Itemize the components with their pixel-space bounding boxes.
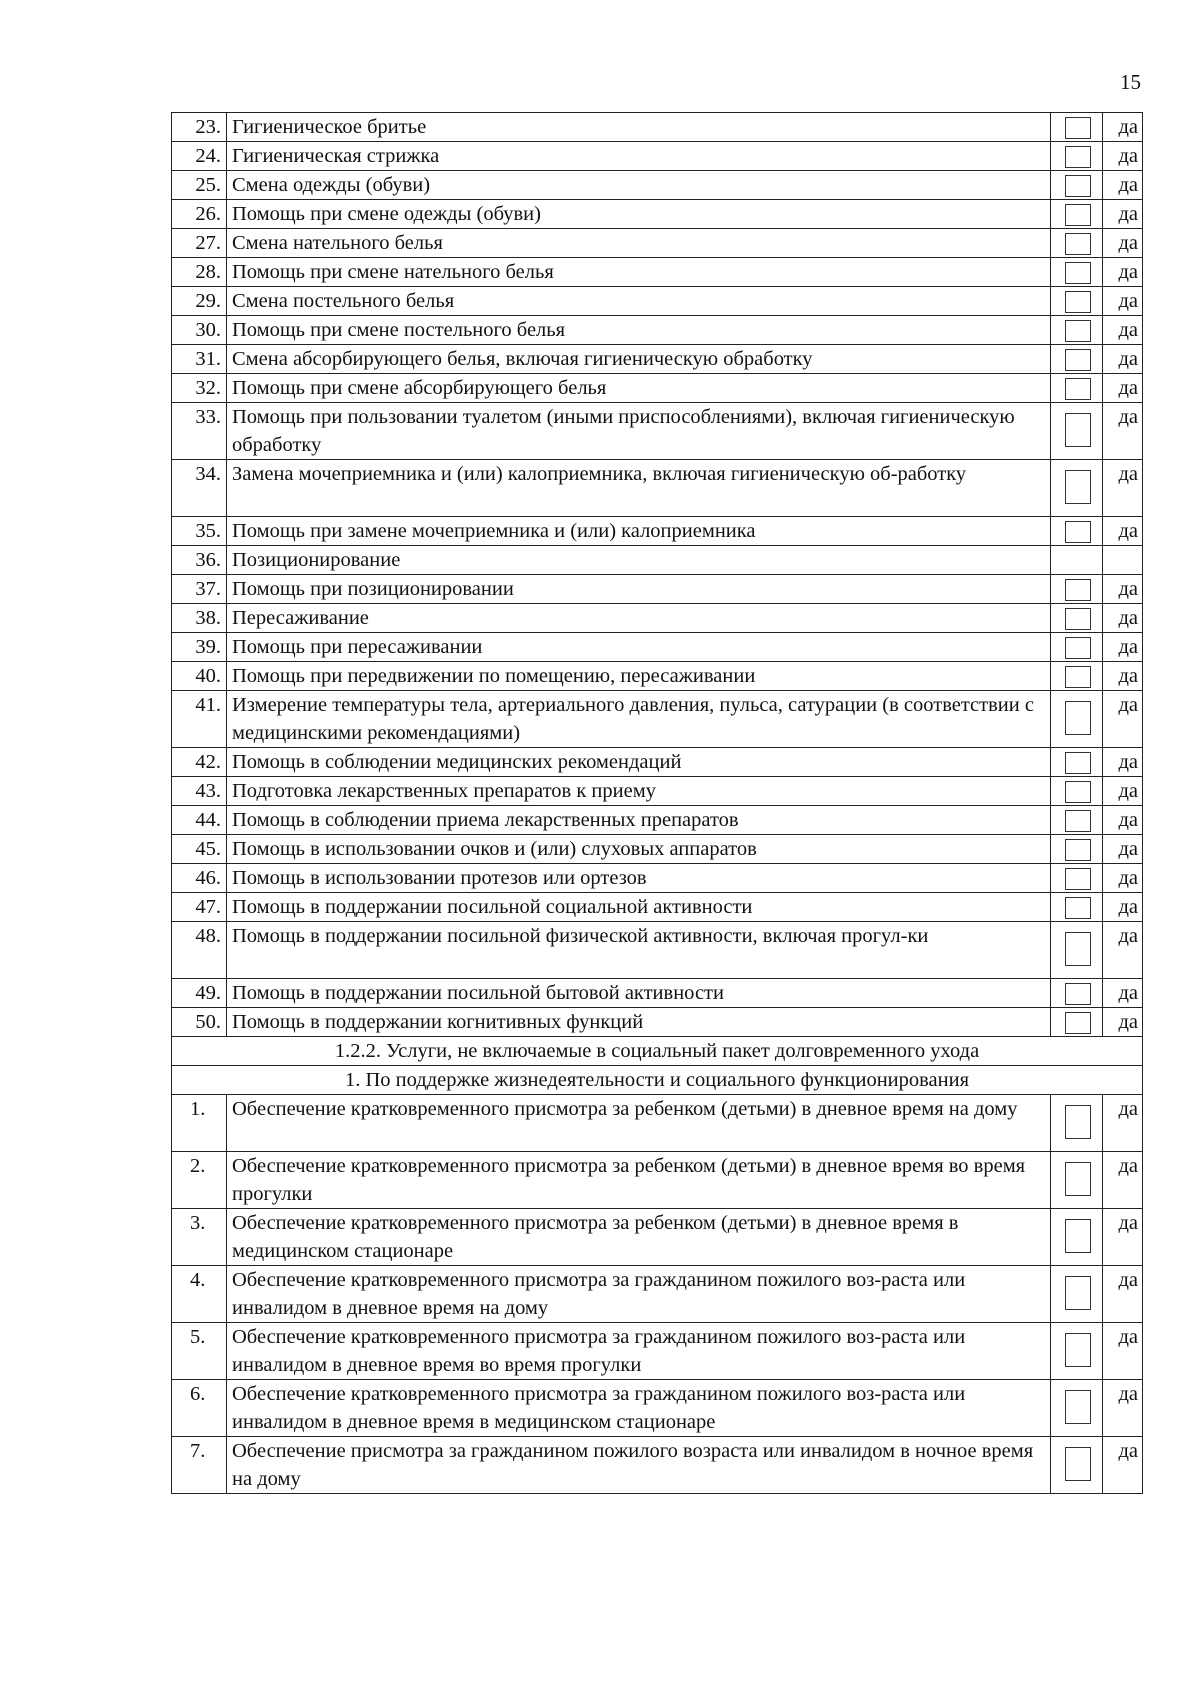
item-number: 6. xyxy=(172,1380,227,1437)
item-text: Замена мочеприемника и (или) калоприемника, включая гигиеническую об-работку xyxy=(227,460,1051,517)
checkbox[interactable] xyxy=(1065,262,1091,284)
item-text: Помощь при пользовании туалетом (иными приспособлениями), включая гигиеническую обработку xyxy=(227,403,1051,460)
checkbox[interactable] xyxy=(1065,1333,1091,1367)
answer-label: да xyxy=(1103,922,1143,979)
item-number: 46. xyxy=(172,864,227,893)
checkbox[interactable] xyxy=(1065,752,1091,774)
item-text: Обеспечение кратковременного присмотра за ребенком (детьми) в дневное время в медицинском стационаре xyxy=(227,1209,1051,1266)
checkbox[interactable] xyxy=(1065,470,1091,504)
item-text: Помощь в использовании протезов или ортезов xyxy=(227,864,1051,893)
table-row xyxy=(172,922,1143,979)
checkbox-cell xyxy=(1051,777,1103,806)
checkbox-cell xyxy=(1051,1323,1103,1380)
item-number: 26. xyxy=(172,200,227,229)
item-number: 30. xyxy=(172,316,227,345)
checkbox[interactable] xyxy=(1065,1447,1091,1481)
checkbox[interactable] xyxy=(1065,413,1091,447)
checkbox[interactable] xyxy=(1065,666,1091,688)
checkbox[interactable] xyxy=(1065,1105,1091,1139)
checkbox-cell xyxy=(1051,229,1103,258)
item-text: Помощь при замене мочеприемника и (или) калоприемника xyxy=(227,517,1051,546)
item-text: Помощь в использовании очков и (или) слуховых аппаратов xyxy=(227,835,1051,864)
item-number: 28. xyxy=(172,258,227,287)
checkbox-cell xyxy=(1051,1209,1103,1266)
checkbox-cell xyxy=(1051,633,1103,662)
answer-label: да xyxy=(1103,1152,1143,1209)
checkbox-cell xyxy=(1051,1380,1103,1437)
item-text: Помощь в соблюдении медицинских рекомендаций xyxy=(227,748,1051,777)
answer-label: да xyxy=(1103,633,1143,662)
checkbox[interactable] xyxy=(1065,637,1091,659)
item-text: Обеспечение кратковременного присмотра за ребенком (детьми) в дневное время во время прогулки xyxy=(227,1152,1051,1209)
answer-label: да xyxy=(1103,1266,1143,1323)
item-text: Подготовка лекарственных препаратов к приему xyxy=(227,777,1051,806)
answer-label: да xyxy=(1103,1437,1143,1494)
item-text: Помощь в поддержании посильной социальной активности xyxy=(227,893,1051,922)
checkbox[interactable] xyxy=(1065,378,1091,400)
table-row xyxy=(172,200,1143,229)
answer-label: да xyxy=(1103,517,1143,546)
item-text: Обеспечение кратковременного присмотра за гражданином пожилого воз-раста или инвалидом в дневное время во время прогулки xyxy=(227,1323,1051,1380)
table-row xyxy=(172,777,1143,806)
answer-label: да xyxy=(1103,1008,1143,1037)
answer-label: да xyxy=(1103,806,1143,835)
table-row xyxy=(172,403,1143,460)
answer-label: да xyxy=(1103,575,1143,604)
item-number: 1. xyxy=(172,1095,227,1152)
table-row xyxy=(172,229,1143,258)
item-text: Помощь в поддержании посильной бытовой активности xyxy=(227,979,1051,1008)
answer-label: да xyxy=(1103,345,1143,374)
table-row xyxy=(172,258,1143,287)
checkbox[interactable] xyxy=(1065,291,1091,313)
checkbox-cell xyxy=(1051,1152,1103,1209)
table-row xyxy=(172,345,1143,374)
checkbox-cell xyxy=(1051,1266,1103,1323)
checkbox[interactable] xyxy=(1065,233,1091,255)
checkbox[interactable] xyxy=(1065,897,1091,919)
checkbox[interactable] xyxy=(1065,781,1091,803)
checkbox[interactable] xyxy=(1065,983,1091,1005)
answer-label: да xyxy=(1103,171,1143,200)
item-text: Помощь в поддержании посильной физической активности, включая прогул-ки xyxy=(227,922,1051,979)
checkbox[interactable] xyxy=(1065,810,1091,832)
checkbox-cell xyxy=(1051,113,1103,142)
item-number: 31. xyxy=(172,345,227,374)
checkbox-cell xyxy=(1051,691,1103,748)
item-number: 23. xyxy=(172,113,227,142)
checkbox-cell xyxy=(1051,806,1103,835)
checkbox-cell xyxy=(1051,893,1103,922)
answer-label: да xyxy=(1103,748,1143,777)
checkbox[interactable] xyxy=(1065,146,1091,168)
item-number: 3. xyxy=(172,1209,227,1266)
table-row xyxy=(172,748,1143,777)
item-text: Помощь при смене абсорбирующего белья xyxy=(227,374,1051,403)
item-number: 48. xyxy=(172,922,227,979)
checkbox-cell xyxy=(1051,258,1103,287)
table-row xyxy=(172,171,1143,200)
table-row xyxy=(172,517,1143,546)
checkbox[interactable] xyxy=(1065,868,1091,890)
table-row xyxy=(172,287,1143,316)
item-text: Обеспечение кратковременного присмотра за гражданином пожилого воз-раста или инвалидом в дневное время на дому xyxy=(227,1266,1051,1323)
item-number: 43. xyxy=(172,777,227,806)
item-text: Позиционирование xyxy=(227,546,1051,575)
section-headers xyxy=(172,1037,1143,1095)
table-row xyxy=(172,546,1143,575)
checkbox[interactable] xyxy=(1065,932,1091,966)
subsection-title-row xyxy=(172,1066,1143,1095)
table-row xyxy=(172,1437,1143,1494)
checkbox-cell xyxy=(1051,1095,1103,1152)
item-text: Помощь при передвижении по помещению, пересаживании xyxy=(227,662,1051,691)
item-number: 38. xyxy=(172,604,227,633)
answer-label: да xyxy=(1103,662,1143,691)
item-number: 29. xyxy=(172,287,227,316)
answer-label: да xyxy=(1103,1209,1143,1266)
item-text: Гигиеническая стрижка xyxy=(227,142,1051,171)
item-number: 39. xyxy=(172,633,227,662)
checkbox-cell xyxy=(1051,200,1103,229)
checkbox[interactable] xyxy=(1065,175,1091,197)
item-number: 32. xyxy=(172,374,227,403)
page-number: 15 xyxy=(1120,70,1141,94)
table-row xyxy=(172,1266,1143,1323)
item-number: 50. xyxy=(172,1008,227,1037)
answer-label: да xyxy=(1103,374,1143,403)
table-row xyxy=(172,662,1143,691)
item-number: 33. xyxy=(172,403,227,460)
table-row xyxy=(172,1152,1143,1209)
answer-label: да xyxy=(1103,200,1143,229)
answer-label: да xyxy=(1103,777,1143,806)
item-number: 35. xyxy=(172,517,227,546)
checkbox[interactable] xyxy=(1065,1276,1091,1310)
checkbox-cell xyxy=(1051,575,1103,604)
item-number: 25. xyxy=(172,171,227,200)
answer-label: да xyxy=(1103,1323,1143,1380)
table-row xyxy=(172,864,1143,893)
checkbox-cell xyxy=(1051,864,1103,893)
item-number: 42. xyxy=(172,748,227,777)
checkbox-cell xyxy=(1051,979,1103,1008)
checkbox[interactable] xyxy=(1065,1012,1091,1034)
checkbox-cell xyxy=(1051,345,1103,374)
checkbox-cell xyxy=(1051,1437,1103,1494)
checkbox-cell xyxy=(1051,835,1103,864)
item-text: Помощь в соблюдении приема лекарственных препаратов xyxy=(227,806,1051,835)
checkbox[interactable] xyxy=(1065,608,1091,630)
answer-label: да xyxy=(1103,258,1143,287)
answer-label: да xyxy=(1103,229,1143,258)
answer-label: да xyxy=(1103,864,1143,893)
answer-label xyxy=(1103,546,1143,575)
item-text: Измерение температуры тела, артериального давления, пульса, сатурации (в соответствии с медицинскими рекомендациями) xyxy=(227,691,1051,748)
checkbox[interactable] xyxy=(1065,117,1091,139)
item-number: 41. xyxy=(172,691,227,748)
checkbox[interactable] xyxy=(1065,320,1091,342)
item-text: Помощь при пересаживании xyxy=(227,633,1051,662)
answer-label: да xyxy=(1103,403,1143,460)
checkbox-cell xyxy=(1051,374,1103,403)
table-row xyxy=(172,1008,1143,1037)
item-text: Смена нательного белья xyxy=(227,229,1051,258)
table-row xyxy=(172,316,1143,345)
item-number: 2. xyxy=(172,1152,227,1209)
item-text: Смена абсорбирующего белья, включая гигиеническую обработку xyxy=(227,345,1051,374)
item-text: Гигиеническое бритье xyxy=(227,113,1051,142)
item-text: Помощь в поддержании когнитивных функций xyxy=(227,1008,1051,1037)
item-number: 4. xyxy=(172,1266,227,1323)
item-number: 37. xyxy=(172,575,227,604)
item-text: Пересаживание xyxy=(227,604,1051,633)
table-row xyxy=(172,374,1143,403)
item-text: Помощь при смене нательного белья xyxy=(227,258,1051,287)
table-row xyxy=(172,604,1143,633)
checkbox[interactable] xyxy=(1065,1162,1091,1196)
checkbox-cell xyxy=(1051,662,1103,691)
checkbox-cell xyxy=(1051,1008,1103,1037)
checkbox-cell xyxy=(1051,316,1103,345)
checkbox-cell xyxy=(1051,142,1103,171)
checkbox[interactable] xyxy=(1065,579,1091,601)
item-number: 34. xyxy=(172,460,227,517)
checkbox[interactable] xyxy=(1065,349,1091,371)
table-row xyxy=(172,835,1143,864)
answer-label: да xyxy=(1103,835,1143,864)
table-row xyxy=(172,806,1143,835)
answer-label: да xyxy=(1103,893,1143,922)
item-text: Обеспечение кратковременного присмотра за гражданином пожилого воз-раста или инвалидом в дневное время в медицинском стационаре xyxy=(227,1380,1051,1437)
checkbox-cell xyxy=(1051,604,1103,633)
answer-label: да xyxy=(1103,142,1143,171)
item-number: 47. xyxy=(172,893,227,922)
answer-label: да xyxy=(1103,691,1143,748)
table-row xyxy=(172,1323,1143,1380)
item-number: 7. xyxy=(172,1437,227,1494)
checkbox[interactable] xyxy=(1065,204,1091,226)
services-body-b xyxy=(172,1095,1143,1494)
answer-label: да xyxy=(1103,287,1143,316)
checkbox[interactable] xyxy=(1065,521,1091,543)
answer-label: да xyxy=(1103,1095,1143,1152)
table-row xyxy=(172,893,1143,922)
item-text: Помощь при позиционировании xyxy=(227,575,1051,604)
item-number: 44. xyxy=(172,806,227,835)
item-number: 5. xyxy=(172,1323,227,1380)
subsection-title: 1. По поддержке жизнедеятельности и социального функционирования xyxy=(172,1066,1143,1095)
answer-label: да xyxy=(1103,113,1143,142)
table-row xyxy=(172,142,1143,171)
section-title-row xyxy=(172,1037,1143,1066)
answer-label: да xyxy=(1103,604,1143,633)
item-number: 45. xyxy=(172,835,227,864)
item-number: 27. xyxy=(172,229,227,258)
services-table xyxy=(171,112,1143,1494)
item-text: Обеспечение кратковременного присмотра за ребенком (детьми) в дневное время на дому xyxy=(227,1095,1051,1152)
section-title: 1.2.2. Услуги, не включаемые в социальный пакет долговременного ухода xyxy=(172,1037,1143,1066)
answer-label: да xyxy=(1103,460,1143,517)
table-row xyxy=(172,575,1143,604)
checkbox-cell xyxy=(1051,287,1103,316)
checkbox[interactable] xyxy=(1065,701,1091,735)
table-row xyxy=(172,113,1143,142)
answer-label: да xyxy=(1103,316,1143,345)
checkbox[interactable] xyxy=(1065,1390,1091,1424)
checkbox-cell xyxy=(1051,922,1103,979)
table-row xyxy=(172,1095,1143,1152)
checkbox-cell xyxy=(1051,748,1103,777)
table-row xyxy=(172,1380,1143,1437)
answer-label: да xyxy=(1103,1380,1143,1437)
checkbox-cell xyxy=(1051,546,1103,575)
item-text: Помощь при смене постельного белья xyxy=(227,316,1051,345)
table-row xyxy=(172,1209,1143,1266)
checkbox[interactable] xyxy=(1065,839,1091,861)
answer-label: да xyxy=(1103,979,1143,1008)
item-number: 24. xyxy=(172,142,227,171)
checkbox-cell xyxy=(1051,403,1103,460)
item-number: 36. xyxy=(172,546,227,575)
table-row xyxy=(172,691,1143,748)
checkbox-cell xyxy=(1051,517,1103,546)
item-text: Обеспечение присмотра за гражданином пожилого возраста или инвалидом в ночное время на дому xyxy=(227,1437,1051,1494)
item-number: 40. xyxy=(172,662,227,691)
checkbox-cell xyxy=(1051,171,1103,200)
item-number: 49. xyxy=(172,979,227,1008)
checkbox-cell xyxy=(1051,460,1103,517)
table-row xyxy=(172,633,1143,662)
item-text: Помощь при смене одежды (обуви) xyxy=(227,200,1051,229)
item-text: Смена постельного белья xyxy=(227,287,1051,316)
services-body-a xyxy=(172,113,1143,1037)
table-row xyxy=(172,460,1143,517)
table-row xyxy=(172,979,1143,1008)
item-text: Смена одежды (обуви) xyxy=(227,171,1051,200)
checkbox[interactable] xyxy=(1065,1219,1091,1253)
